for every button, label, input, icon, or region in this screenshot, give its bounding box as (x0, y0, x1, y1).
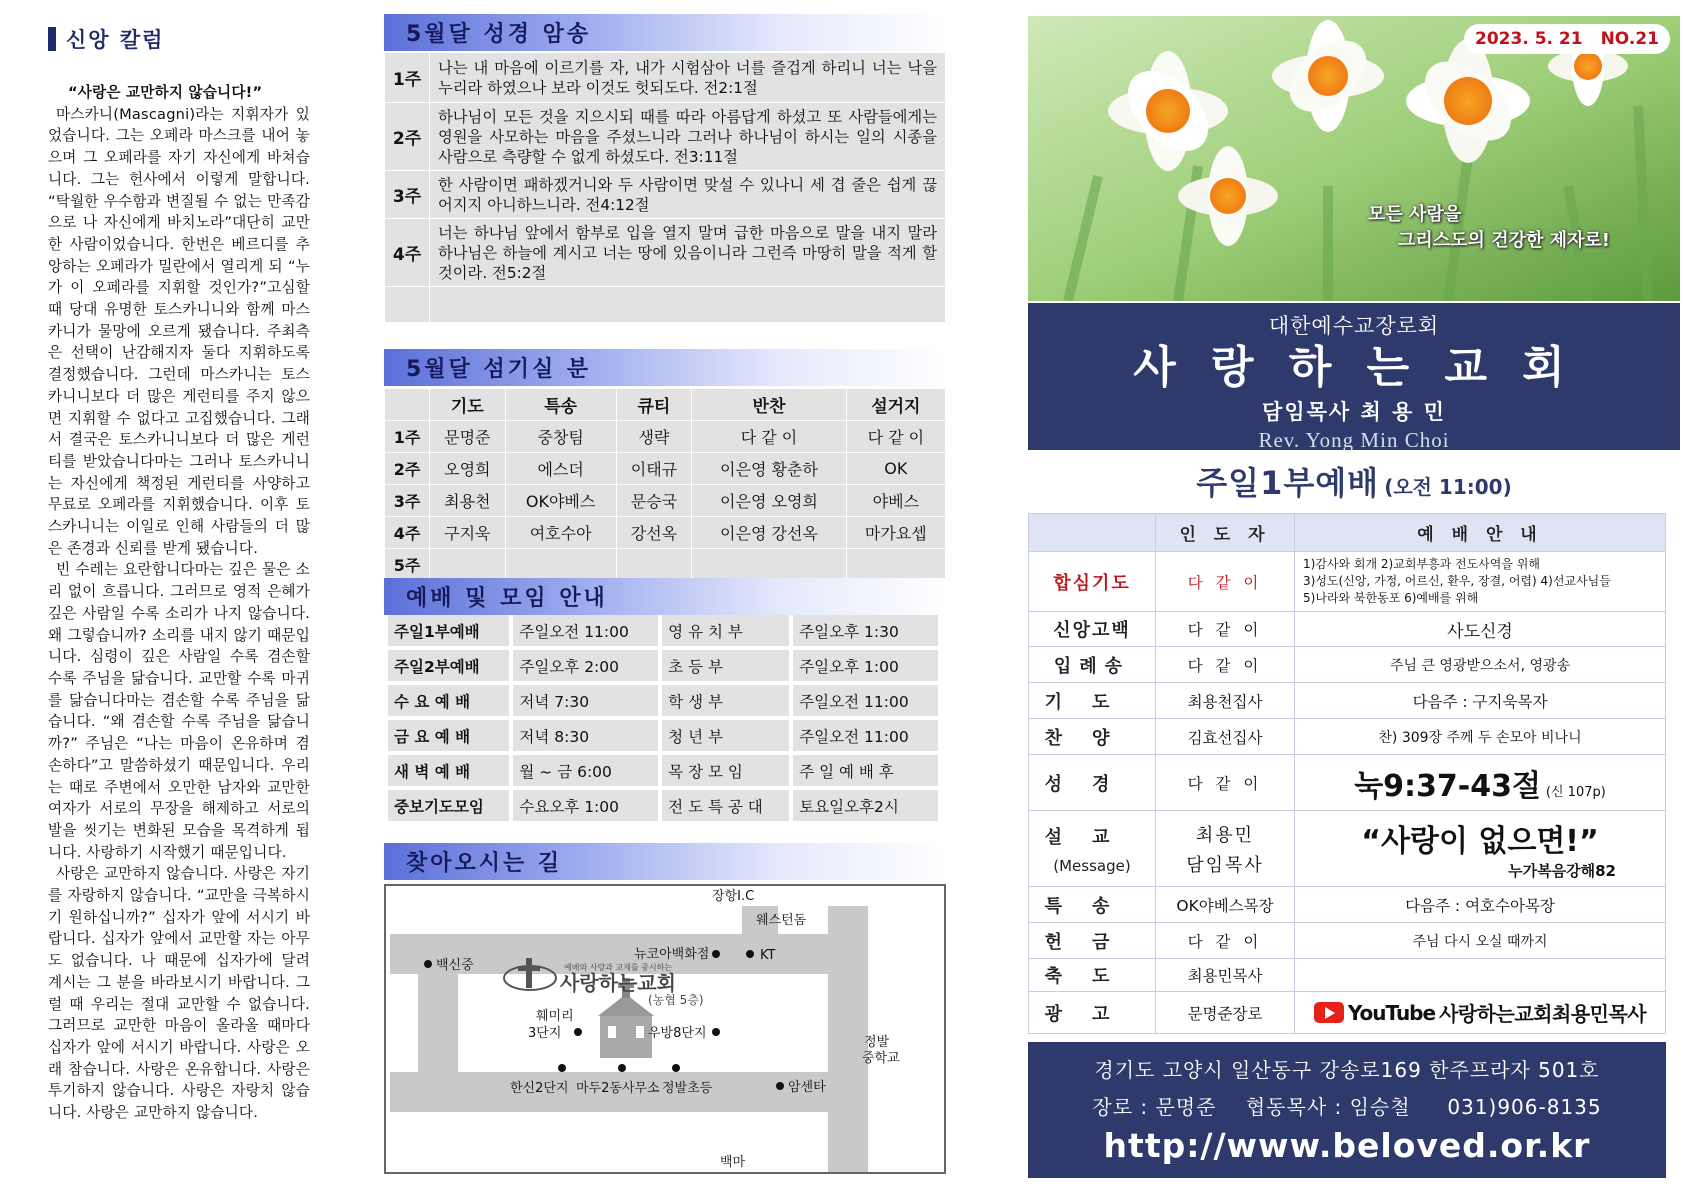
sermon-cell (1295, 811, 1666, 887)
column-article (48, 82, 310, 1124)
column-section (48, 24, 310, 1124)
table-row: 5주 (385, 549, 946, 581)
table-row: 금 요 예 배 저녁 8:30 청 년 부 주일오전 11:00 (388, 720, 938, 751)
table-row: 기도 최용천집사 다음주 : 구지욱목자 (1029, 683, 1666, 719)
table-row: 3주 한 사람이면 패하겠거니와 두 사람이면 맞설 수 있나니 세 겹 줄은 쉽게 끊어지지 아니하느니라. 전4:12절 (385, 171, 946, 219)
table-row: 축도 최용민목사 (1029, 959, 1666, 992)
worship-title (1028, 458, 1680, 504)
table-row: 4주 너는 하나님 앞에서 함부로 입을 열지 말며 급한 마음으로 말을 내지 말라 하나님은 하늘에 계시고 너는 땅에 있음이니라 그런즉 마땅히 말을 적게 할 것이라. 전5:2절 (385, 219, 946, 287)
verses-table (384, 52, 946, 323)
verses-header: 5월달 성경 암송 (384, 14, 946, 51)
table-row: 새 벽 예 배 월 ~ 금 6:00 목 장 모 임 주 일 예 배 후 (388, 755, 938, 786)
issue-date: 2023. 5. 21 (1475, 29, 1583, 49)
scripture-cell (1295, 755, 1666, 811)
scripture-page: (신 107p) (1545, 784, 1606, 800)
article-paragraph: 마스카니(Mascagni)라는 지휘자가 있었습니다. 그는 오페라 마스크를 내어 놓으며 그 오페라를 자기 자신에게 바쳐습니다. 그는 헌사에서 이렇게 말합니다. “탁월한 우수함과 변질될 수 없는 만족감으로 나 자신에게 바치노라”대단히 교만한 사람이었습니다. 한번은 베르디를 추앙하는 오페라가 밀란에서 열리게 되 “누가 이 오페라를 지휘할 것인가?”고심할 때 당대 유명한 토스카니니와 함께 마스카니가 물망에 오르게 됐습니다. 주최측은 선택이 난감해지자 둘다 지휘하도록 결정했습니다. 그런데 마스카니는 토스카니니보다 더 많은 게런티를 주지 않으면 지휘할 수 없다고 고집했습니다. 그래서 결국은 토스카니니보다 더 많은 게런티를 받았습니다마는 그러나 토스카니니는 자신에게 책정된 게런티를 사양하고 무료로 오페라를 지휘했습니다. 이후 토스카니니는 이일로 인해 사람들의 더 많은 존경과 신뢰를 받게 됐습니다. (48, 105, 310, 557)
footer-staff: 장로 : 문명준 협동목사 : 임승철 031)906-8135 (1092, 1095, 1602, 1119)
table-row: 입례송 다 같 이 주님 큰 영광받으소서, 영광송 (1029, 647, 1666, 683)
issue-number: NO.21 (1600, 29, 1659, 49)
duty-table (384, 388, 946, 581)
table-row: 합심기도 다 같 이 1)감사와 회개 2)교회부흥과 전도사역을 위해 3)성도(신앙, 가정, 어르신, 환우, 장결, 어렵) 4)선교사님들 5)나라와 북한동포 6)예배를 위해 (1029, 552, 1666, 612)
table-row: 주일1부예배 주일오전 11:00 영 유 치 부 주일오후 1:30 (388, 615, 938, 646)
map-label: KT (760, 948, 776, 963)
map-label: 장항I.C (712, 889, 755, 904)
youtube-cell[interactable] (1295, 992, 1666, 1034)
table-row: 4주 구지욱 여호수아 강선옥 이은영 강선옥 마가요셉 (385, 517, 946, 549)
denomination: 대한예수교장로회 (1268, 314, 1440, 338)
worship-order-table (1028, 513, 1666, 1034)
table-row: 주일2부예배 주일오후 2:00 초 등 부 주일오후 1:00 (388, 650, 938, 681)
daffodil-image (1028, 16, 1680, 301)
table-row: 2주 하나님이 모든 것을 지으시되 때를 따라 아름답게 하셨고 또 사람들에게는 영원을 사모하는 마음을 주셨느니라 그러나 하나님이 하시는 일의 시종을 사람으로 측량할 수 없게 하셨도다. 전3:11절 (385, 103, 946, 171)
sermon-title: “사랑이 없으면!” (1361, 824, 1599, 859)
youtube-play-icon (1314, 1002, 1344, 1023)
table-row: 성경 다 같 이 눅9:37-43절 (신 107p) (1029, 755, 1666, 811)
map-label: 중학교 (862, 1051, 900, 1066)
duty-header: 5월달 섬기실 분 (384, 349, 946, 386)
directions-header: 찾아오시는 길 (384, 843, 946, 880)
table-row: 광고 문명준장로 YouTube 사랑하는교회최용민목사 (1029, 992, 1666, 1034)
map-label: 마두2동사무소 (576, 1081, 660, 1096)
table-row: 중보기도모임 수요오후 1:00 전 도 특 공 대 토요일오후2시 (388, 790, 938, 821)
article-paragraph: 빈 수레는 요란합니다마는 깊은 물은 소리 없이 흐릅니다. 그러므로 영적 은혜가 깊은 사람일 수록 소리가 나지 않습니다. 왜 그렇습니까? 소리를 내지 않기 때문입니다. 심령이 깊은 사람일 수록 겸손할 수록 주님을 닮습니다. 교만할 수록 마귀를 닮습니다마는 겸손할 수록 주님을 닮습니다. “왜 겸손할 수록 주님을 닮습니까?” 주님은 “나는 마음이 온유하며 겸손하다”고 말씀하셨기 때문입니다. 우리는 때로 주변에서 오만한 남자와 교만한 여자가 서로의 무장을 해제하고 서로의 발을 씻기는 변화된 모습을 목격하게 됩니다. 사랑하기 시작했기 때문입니다. (48, 561, 310, 861)
map-label: 한신2단지 (510, 1081, 569, 1096)
article-headline: “사랑은 교만하지 않습니다!” (68, 84, 263, 101)
issue-badge (1464, 24, 1670, 54)
footer (1028, 1042, 1666, 1178)
map-church-name: 사랑하는교회 (560, 971, 676, 995)
map-label: 백신중 (436, 958, 474, 973)
map-label: 훼미리 (536, 1009, 574, 1024)
table-row: 1주 문명준 중창팀 생략 다 같 이 다 같 이 (385, 421, 946, 453)
table-row: 2주 오영희 에스더 이태규 이은영 황춘하 OK (385, 453, 946, 485)
map-label: 정발 (864, 1035, 890, 1050)
map-label: 우방8단지 (648, 1026, 707, 1041)
table-row: 1주 나는 내 마음에 이르기를 자, 내가 시험삼아 너를 즐겁게 하리니 너는 낙을 누리라 하였으나 보라 이것도 헛되도다. 전2:1절 (385, 53, 946, 103)
table-row: 신앙고백 다 같 이 사도신경 (1029, 612, 1666, 647)
map-label: 뉴코아백화점 (634, 947, 710, 962)
table-row: 특송 OK야베스목장 다음주 : 여호수아목장 (1029, 887, 1666, 923)
table-header-row: 기도 특송 큐티 반찬 설거지 (385, 389, 946, 421)
footer-website-link[interactable]: http://www.beloved.or.kr (1103, 1126, 1591, 1165)
senior-pastor: 담임목사 최 용 민 (1262, 400, 1446, 424)
table-row: 수 요 예 배 저녁 7:30 학 생 부 주일오전 11:00 (388, 685, 938, 716)
worship-time: (오전 11:00) (1384, 475, 1512, 499)
table-row: 찬양 김효선집사 찬) 309장 주께 두 손모아 비나니 (1029, 719, 1666, 755)
worship-name: 주일1부예배 (1196, 464, 1380, 502)
scripture-reference: 눅9:37-43절 (1354, 768, 1541, 804)
title-bar-decoration (48, 27, 56, 51)
youtube-link[interactable] (1314, 998, 1646, 1027)
pastor-english-name: Rev. Yong Min Choi (1258, 428, 1450, 452)
table-header-row: 인 도 자 예 배 안 내 (1029, 514, 1666, 552)
youtube-wordmark: YouTube (1347, 1000, 1436, 1025)
map-label: 암센타 (788, 1080, 826, 1095)
map-label: 3단지 (528, 1026, 562, 1041)
table-row (385, 287, 946, 323)
youtube-channel-name: 사랑하는교회최용민목사 (1439, 1002, 1647, 1026)
church-name: 사 랑 하 는 교 회 (1133, 342, 1575, 393)
article-paragraph: 사랑은 교만하지 않습니다. 사랑은 자기를 자랑하지 않습니다. “교만을 극복하시기 원하십니까?” 십자가 앞에 서시기 바랍니다. 십자가 앞에서 교만할 자는 아무도 없습니다. 나 때문에 십자가에 달려 계시는 그 분을 바라보시기 바랍니다. 그럴 때 우리는 절대 교만할 수 없습니다. 그러므로 교만한 마음이 올라올 때마다 십자가 앞에 서시기 바랍니다. 사랑은 오래 참습니다. 사랑은 온유합니다. 사랑은 투기하지 않습니다. 사랑은 자랑치 않습니다. 사랑은 교만하지 않습니다. (48, 865, 310, 1122)
map-label: (농협 5층) (648, 993, 704, 1007)
services-header: 예배 및 모임 안내 (384, 578, 946, 615)
map-graphic (386, 886, 944, 1172)
map-label: 정발초등 (662, 1081, 713, 1096)
cover-photo (1028, 16, 1680, 301)
table-row: 설교 (Message) 최용민 담임목사 “사랑이 없으면!” 누가복음강해82 (1029, 811, 1666, 887)
map-label: 웨스턴돔 (756, 913, 807, 928)
map-label: 예배와 사랑과 교제를 중시하는 (564, 963, 673, 972)
services-table (384, 611, 942, 825)
directions-map (384, 884, 946, 1174)
sermon-series: 누가복음강해82 (1508, 862, 1616, 880)
column-title: 신앙 칼럼 (48, 24, 310, 54)
church-banner (1028, 303, 1680, 450)
footer-address: 경기도 고양시 일산동구 강송로169 한주프라자 501호 (1094, 1058, 1600, 1082)
table-row: 헌금 다 같 이 주님 다시 오실 때까지 (1029, 923, 1666, 959)
slogan-line-1: 모든 사람을 (1368, 204, 1462, 225)
slogan-line-2: 그리스도의 건강한 제자로! (1398, 230, 1611, 251)
map-label: 백마 (720, 1155, 746, 1170)
table-row: 3주 최용천 OK야베스 문승국 이은영 오영희 야베스 (385, 485, 946, 517)
